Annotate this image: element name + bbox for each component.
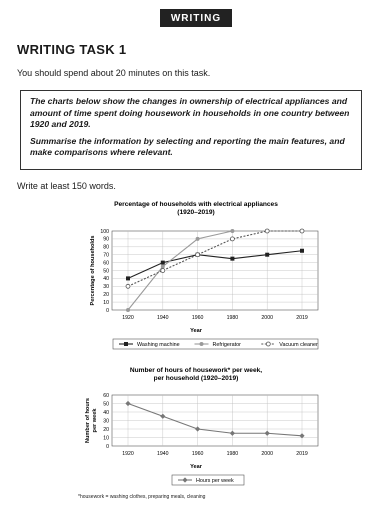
chart1-y-tick-label: 70 [103,252,109,259]
chart1-title: Percentage of households with electrical appliances [114,201,278,208]
chart1-point-2-4 [265,229,269,233]
chart1-point-1-2 [196,237,200,241]
chart1-x-tick-label: 1940 [157,315,169,321]
word-count-instruction: Write at least 150 words. [17,181,116,191]
chart2-legend-label-0: Hours per week [196,478,234,484]
chart2-x-tick-label: 1920 [122,451,134,457]
prompt-description: The charts below show the changes in ownership of electrical appliances and amount of time spent doing housework in households in one country between 1920 and 2019. [30,96,350,129]
chart1-y-tick-label: 90 [103,236,109,243]
chart1-point-0-3 [230,257,234,261]
chart1-y-tick-label: 0 [106,307,109,314]
chart2-x-tick-label: 1960 [191,451,204,457]
chart1-y-tick-label: 100 [100,228,109,235]
chart2-x-tick-label: 2019 [296,451,308,457]
chart1-y-tick-label: 80 [103,244,109,251]
chart1-point-2-5 [300,229,304,233]
task-title: WRITING TASK 1 [17,42,127,57]
chart1-point-2-3 [230,237,234,241]
chart1-x-tick-label: 2000 [261,315,273,321]
chart1-point-1-0 [126,308,130,312]
chart2-x-tick-label: 1940 [157,451,169,457]
chart1-legend-label-2: Vacuum cleaner [279,342,318,348]
time-instruction: You should spend about 20 minutes on this task. [17,68,211,78]
chart1-y-tick-label: 40 [103,276,109,283]
chart1-legend-label-1: Refrigerator [212,342,241,348]
chart2-title: Number of hours of housework* per week, [129,367,263,374]
chart2-point-0-4 [265,431,270,436]
chart2-x-tick-label: 1980 [226,451,239,457]
charts-figure [0,190,386,490]
chart1-y-axis-label: Percentage of households [90,235,96,306]
chart2-point-0-1 [160,414,165,419]
chart2-x-axis-label: Year [190,464,202,470]
chart1-y-tick-label: 20 [103,292,109,298]
chart1-point-1-1 [161,265,165,269]
chart1-legend-marker-1 [200,342,204,346]
chart2-point-0-3 [230,431,235,436]
prompt-summary-instruction: Summarise the information by selecting and reporting the main features, and make comparisons where relevant. [30,135,345,157]
housework-footnote: *housework = washing clothes, preparing meals, cleaning [78,494,206,500]
chart1-y-tick-label: 30 [103,284,109,291]
chart1-x-tick-label: 1920 [122,315,134,321]
chart2-y-tick-label: 10 [103,435,109,442]
chart1-point-0-0 [126,276,130,280]
chart1-legend-label-0: Washing machine [137,342,180,348]
chart2-y-tick-label: 60 [103,392,109,399]
chart1-point-2-2 [196,253,200,257]
section-header-badge: WRITING [160,9,232,27]
chart1-x-axis-label: Year [190,328,202,334]
chart2-y-tick-label: 0 [106,443,109,450]
chart1-x-tick-label: 1980 [226,315,239,321]
chart2-point-0-2 [195,426,200,431]
chart1-x-tick-label: 1960 [191,315,204,321]
chart2-y-tick-label: 20 [103,426,109,433]
chart1-y-tick-label: 50 [103,268,109,275]
chart1-point-0-4 [265,253,269,257]
chart1-subtitle: (1920–2019) [177,209,215,216]
chart1-x-tick-label: 2019 [296,315,308,321]
chart1-point-1-3 [230,229,234,233]
chart2-y-tick-label: 30 [103,418,109,425]
chart1-point-2-1 [161,269,165,273]
chart1-point-0-1 [161,261,165,265]
chart1-point-0-5 [300,249,304,253]
chart2-series-line-0 [128,404,302,436]
chart1-legend-marker-2 [266,342,270,346]
task-prompt-box [20,90,362,170]
chart1-y-tick-label: 10 [103,299,109,306]
chart1-point-2-0 [126,284,130,288]
chart2-y-tick-label: 40 [103,409,109,416]
chart1-y-tick-label: 60 [103,260,109,267]
chart1-legend-marker-0 [124,342,128,346]
chart2-x-tick-label: 2000 [261,451,273,457]
chart2-subtitle: per household (1920–2019) [153,375,239,382]
chart2-y-axis-label: Number of hoursper week [85,397,98,444]
chart2-y-tick-label: 50 [103,401,109,408]
chart2-point-0-0 [125,401,130,406]
